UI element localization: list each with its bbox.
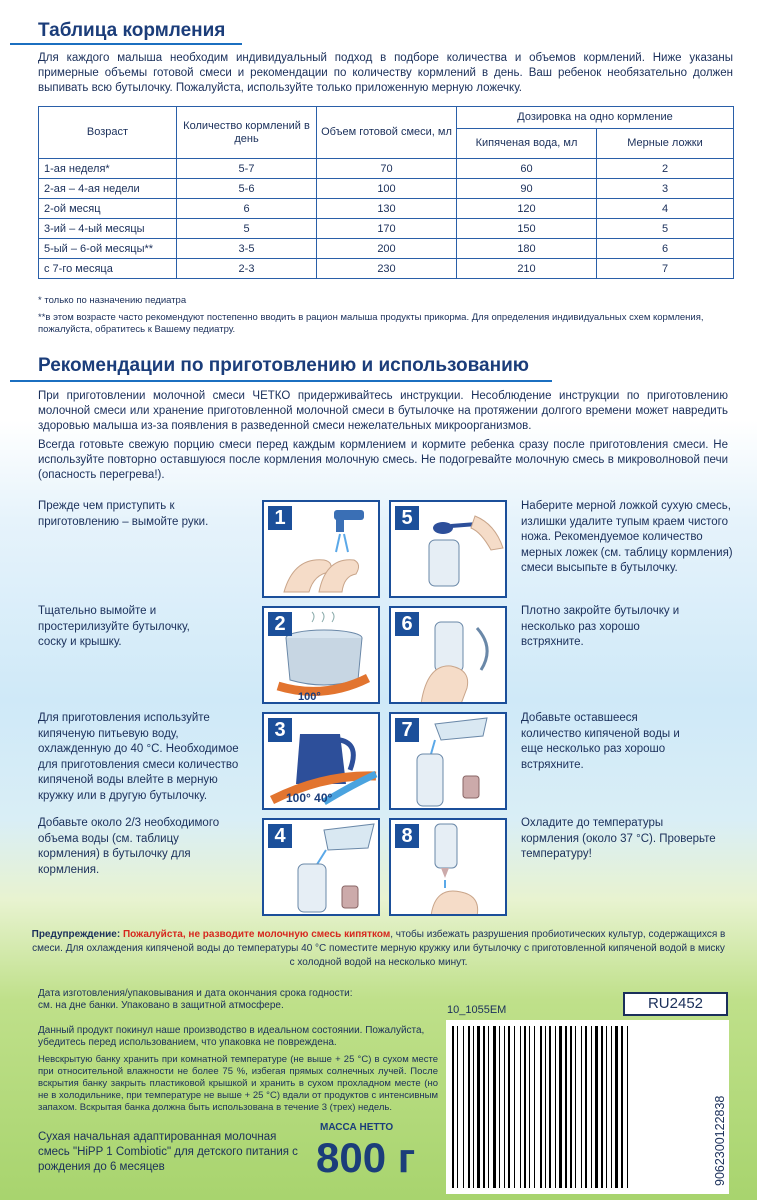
cell-count: 5-7 [177, 159, 317, 179]
feeding-intro: Для каждого малыша необходим индивидуальный подход в подборе количества и объемов кормлений. Ниже указаны примерные объемы готовой смеси и рекомендации по количеству кормлений в день. Ваш ребенок необязательно должен выпивать всю бутылочку. Пожалуйста, используйте только приложенную мерную ложечку. [38, 52, 733, 94]
cell-volume: 170 [317, 219, 457, 239]
cell-count: 2-3 [177, 259, 317, 279]
barcode-bar [565, 1026, 567, 1188]
step-1-text: Прежде чем приступить к приготовлению – вымойте руки. [38, 500, 209, 528]
net-weight: 800 г [316, 1134, 416, 1181]
barcode-bar [595, 1026, 598, 1188]
barcode-bar [459, 1026, 462, 1188]
barcode-bar [536, 1026, 539, 1188]
warning-text [30, 928, 727, 970]
table-row [39, 159, 734, 179]
cell-age: с 7-го месяца [39, 259, 177, 279]
header-age: Возраст [39, 107, 177, 159]
barcode-bar [531, 1026, 533, 1188]
barcode-bar [583, 1026, 584, 1188]
production-dates: Дата изготовления/упаковывания и дата окончания срока годности: см. на дне банки. Упаковано в защитной атмосфере. [38, 988, 353, 1011]
barcode-bar [549, 1026, 551, 1188]
barcode-bar [568, 1026, 569, 1188]
barcode-bar [577, 1026, 580, 1188]
barcode-bar [522, 1026, 523, 1188]
barcode-bar [559, 1026, 562, 1188]
barcode-bar [552, 1026, 554, 1188]
cell-spoons: 4 [597, 199, 734, 219]
barcode-bar [481, 1026, 482, 1188]
barcode-bar [543, 1026, 544, 1188]
barcode-bar [591, 1026, 592, 1188]
cell-spoons: 6 [597, 239, 734, 259]
barcode-bar [516, 1026, 519, 1188]
step-7-panel [389, 712, 507, 810]
cell-count: 5-6 [177, 179, 317, 199]
cell-count: 6 [177, 199, 317, 219]
cell-water: 90 [457, 179, 597, 199]
barcode-bar [575, 1026, 576, 1188]
cell-age: 3-ий – 4-ый месяцы [39, 219, 177, 239]
table-row [39, 219, 734, 239]
barcode-bar [627, 1026, 628, 1188]
step-number: 8 [395, 824, 419, 848]
barcode-bar [624, 1026, 626, 1188]
step-number: 6 [395, 612, 419, 636]
header-count: Количество кормлений в день [177, 107, 317, 159]
header-volume: Объем готовой смеси, мл [317, 107, 457, 159]
cell-water: 210 [457, 259, 597, 279]
barcode-bar [457, 1026, 458, 1188]
cell-age: 5-ый – 6-ой месяцы** [39, 239, 177, 259]
batch-code: 10_1055EM [447, 1004, 507, 1016]
barcode-bar [608, 1026, 610, 1188]
cell-age: 2-ая – 4-ая недели [39, 179, 177, 199]
barcode-bar [547, 1026, 548, 1188]
barcode-bar [475, 1026, 476, 1188]
cell-water: 120 [457, 199, 597, 219]
cell-spoons: 7 [597, 259, 734, 279]
step-2-text: Тщательно вымойте и простерилизуйте бутылочку, соску и крышку. [38, 605, 190, 648]
warning-highlight: Пожалуйста, не разводите молочную смесь кипятком [122, 929, 391, 940]
barcode-bar [545, 1026, 546, 1188]
header-dosage: Дозировка на одно кормление [457, 107, 734, 129]
storage-info: Невскрытую банку хранить при комнатной температуре (не выше + 25 °С) в сухом месте при относительной влажности не более 75 %, избегая прямых солнечных лучей. После вскрытия банку закрыть пластиковой крышкой и хранить в сухом прохладном месте (но не в холодильнике, при температуре не выше + 25 °С) вдали от продуктов с интенсивным запахом. Вскрытая банка должна быть использована в течение 3 (трех) недель. [38, 1054, 438, 1113]
title-underline [10, 380, 552, 382]
header-spoons: Мерные ложки [597, 129, 734, 159]
step-4-panel [262, 818, 380, 916]
barcode-bar [588, 1026, 590, 1188]
step-7-text: Добавьте оставшееся количество кипяченой воды и еще несколько раз хорошо встряхните. [521, 712, 680, 771]
barcode-bar [599, 1026, 600, 1188]
barcode-bar [477, 1026, 480, 1188]
cell-count: 5 [177, 219, 317, 239]
temp-label: 100° 40° [286, 791, 333, 805]
barcode-bar [540, 1026, 542, 1188]
feeding-title: Таблица кормления [38, 20, 226, 41]
step-6-text: Плотно закройте бутылочку и несколько раз хорошо встряхните. [521, 605, 680, 648]
cell-water: 150 [457, 219, 597, 239]
step-3-panel [262, 712, 380, 810]
cell-spoons: 5 [597, 219, 734, 239]
net-label: МАССА НЕТТО [320, 1122, 394, 1133]
step-5-text: Наберите мерной ложкой сухую смесь, излишки удалите тупым краем чистого ножа. Рекомендуемое количество мерных ложек (см. таблицу кормления) смеси высыпьте в бутылочку. [521, 500, 733, 574]
barcode-bar [573, 1026, 574, 1188]
barcode-bar [570, 1026, 572, 1188]
step-number: 2 [268, 612, 292, 636]
barcode-bar [520, 1026, 521, 1188]
product-name: Сухая начальная адаптированная молочная смесь "HiPP 1 Combiotic" для детского питания с рождения до 6 месяцев [38, 1131, 298, 1173]
step-8-text: Охладите до температуры кормления (около 37 °С). Проверьте температуру! [521, 817, 716, 860]
barcode-bar [508, 1026, 510, 1188]
barcode-bar [601, 1026, 603, 1188]
cell-volume: 200 [317, 239, 457, 259]
barcode-bar [585, 1026, 587, 1188]
step-2-panel [262, 606, 380, 704]
barcode-bar [499, 1026, 500, 1188]
footnote-1: * только по назначению педиатра [38, 295, 187, 306]
barcode-bar [471, 1026, 472, 1188]
title-underline [10, 43, 242, 45]
barcode-bar [527, 1026, 528, 1188]
barcode-bar [593, 1026, 594, 1188]
temp-label: 100° [298, 691, 321, 703]
barcode-bar [619, 1026, 620, 1188]
barcode-bar [488, 1026, 489, 1188]
cell-age: 2-ой месяц [39, 199, 177, 219]
step-number: 4 [268, 824, 292, 848]
barcode-bar [493, 1026, 496, 1188]
barcode-digits: 9062300122838 [713, 1095, 727, 1186]
cell-spoons: 2 [597, 159, 734, 179]
barcode [446, 1020, 729, 1194]
barcode-bar [490, 1026, 492, 1188]
step-6-panel [389, 606, 507, 704]
cell-water: 180 [457, 239, 597, 259]
barcode-bar [486, 1026, 487, 1188]
table-row [39, 239, 734, 259]
barcode-bar [629, 1026, 630, 1188]
cell-volume: 130 [317, 199, 457, 219]
barcode-bar [514, 1026, 515, 1188]
step-number: 1 [268, 506, 292, 530]
cell-count: 3-5 [177, 239, 317, 259]
step-8-panel [389, 818, 507, 916]
cell-age: 1-ая неделя* [39, 159, 177, 179]
warning-body: , чтобы избежать разрушения пробиотических культур, содержащихся в смеси. Для охлаждения кипяченой воды до температуры 40 °С поместите мерную кружку или бутылочку с приготовленной кипяченой водой в миску с холодной водой на несколько минут. [32, 929, 726, 968]
barcode-bar [555, 1026, 556, 1188]
table-row [39, 179, 734, 199]
barcode-bar [529, 1026, 530, 1188]
barcode-bar [473, 1026, 474, 1188]
barcode-bar [455, 1026, 456, 1188]
barcode-bar [611, 1026, 612, 1188]
barcode-bar [604, 1026, 605, 1188]
ru-code-box: RU2452 [623, 992, 728, 1016]
barcode-bar [501, 1026, 503, 1188]
feeding-table [38, 106, 734, 279]
barcode-bar [615, 1026, 618, 1188]
step-number: 3 [268, 718, 292, 742]
step-number: 7 [395, 718, 419, 742]
barcode-bar [497, 1026, 498, 1188]
prep-para-2: Всегда готовьте свежую порцию смеси перед каждым кормлением и кормите ребенка сразу после приготовления смеси. Не используйте повторно оставшуюся после кормления молочную смесь. Не подогревайте молочную смесь в микроволновой печи (опасность перегрева!). [38, 439, 728, 481]
step-5-panel [389, 500, 507, 598]
barcode-bar [534, 1026, 535, 1188]
barcode-bar [606, 1026, 607, 1188]
barcode-bar [563, 1026, 564, 1188]
table-row [39, 199, 734, 219]
package-state: Данный продукт покинул наше производство в идеальном состоянии. Пожалуйста, убедитесь перед использованием, что упаковка не повреждена. [38, 1025, 425, 1048]
warning-label: Предупреждение: [31, 929, 121, 940]
footnote-2: **в этом возрасте часто рекомендуют постепенно вводить в рацион малыша продукты прикорма. Для определения индивидуальных схем кормления, пожалуйста, обратитесь к Вашему педиатру. [38, 312, 704, 335]
cell-volume: 230 [317, 259, 457, 279]
prep-para-1: При приготовлении молочной смеси ЧЕТКО придерживайтесь инструкции. Несоблюдение инструкции по приготовлению молочной смеси или хранение приготовленной молочной смеси в бутылочке на протяжении долгого времени может навредить здоровью малыша из-за появления в разведенной смеси нежелательных микроорганизмов. [38, 390, 728, 432]
barcode-bar [581, 1026, 582, 1188]
cell-spoons: 3 [597, 179, 734, 199]
barcode-bar [506, 1026, 507, 1188]
barcode-bar [524, 1026, 526, 1188]
table-row [39, 259, 734, 279]
step-4-text: Добавьте около 2/3 необходимого объема воды (см. таблицу кормления) в бутылочку для кормления. [38, 817, 220, 876]
barcode-bar [465, 1026, 467, 1188]
barcode-bar [621, 1026, 623, 1188]
prep-title: Рекомендации по приготовлению и использованию [38, 355, 530, 376]
step-3-text: Для приготовления используйте кипяченую питьевую воду, охлажденную до 40 °С. Необходимое для приготовления смеси количество кипяченой воды влейте в мерную кружку или в другую бутылочку. [38, 712, 239, 802]
barcode-bar [613, 1026, 614, 1188]
cell-volume: 100 [317, 179, 457, 199]
barcode-bars [452, 1026, 697, 1188]
barcode-bar [468, 1026, 470, 1188]
cell-volume: 70 [317, 159, 457, 179]
step-number: 5 [395, 506, 419, 530]
cell-water: 60 [457, 159, 597, 179]
header-water: Кипяченая вода, мл [457, 129, 597, 159]
barcode-bar [463, 1026, 464, 1188]
barcode-bar [504, 1026, 505, 1188]
barcode-bar [452, 1026, 454, 1188]
barcode-bar [557, 1026, 558, 1188]
step-1-panel [262, 500, 380, 598]
barcode-bar [511, 1026, 513, 1188]
barcode-bar [483, 1026, 485, 1188]
